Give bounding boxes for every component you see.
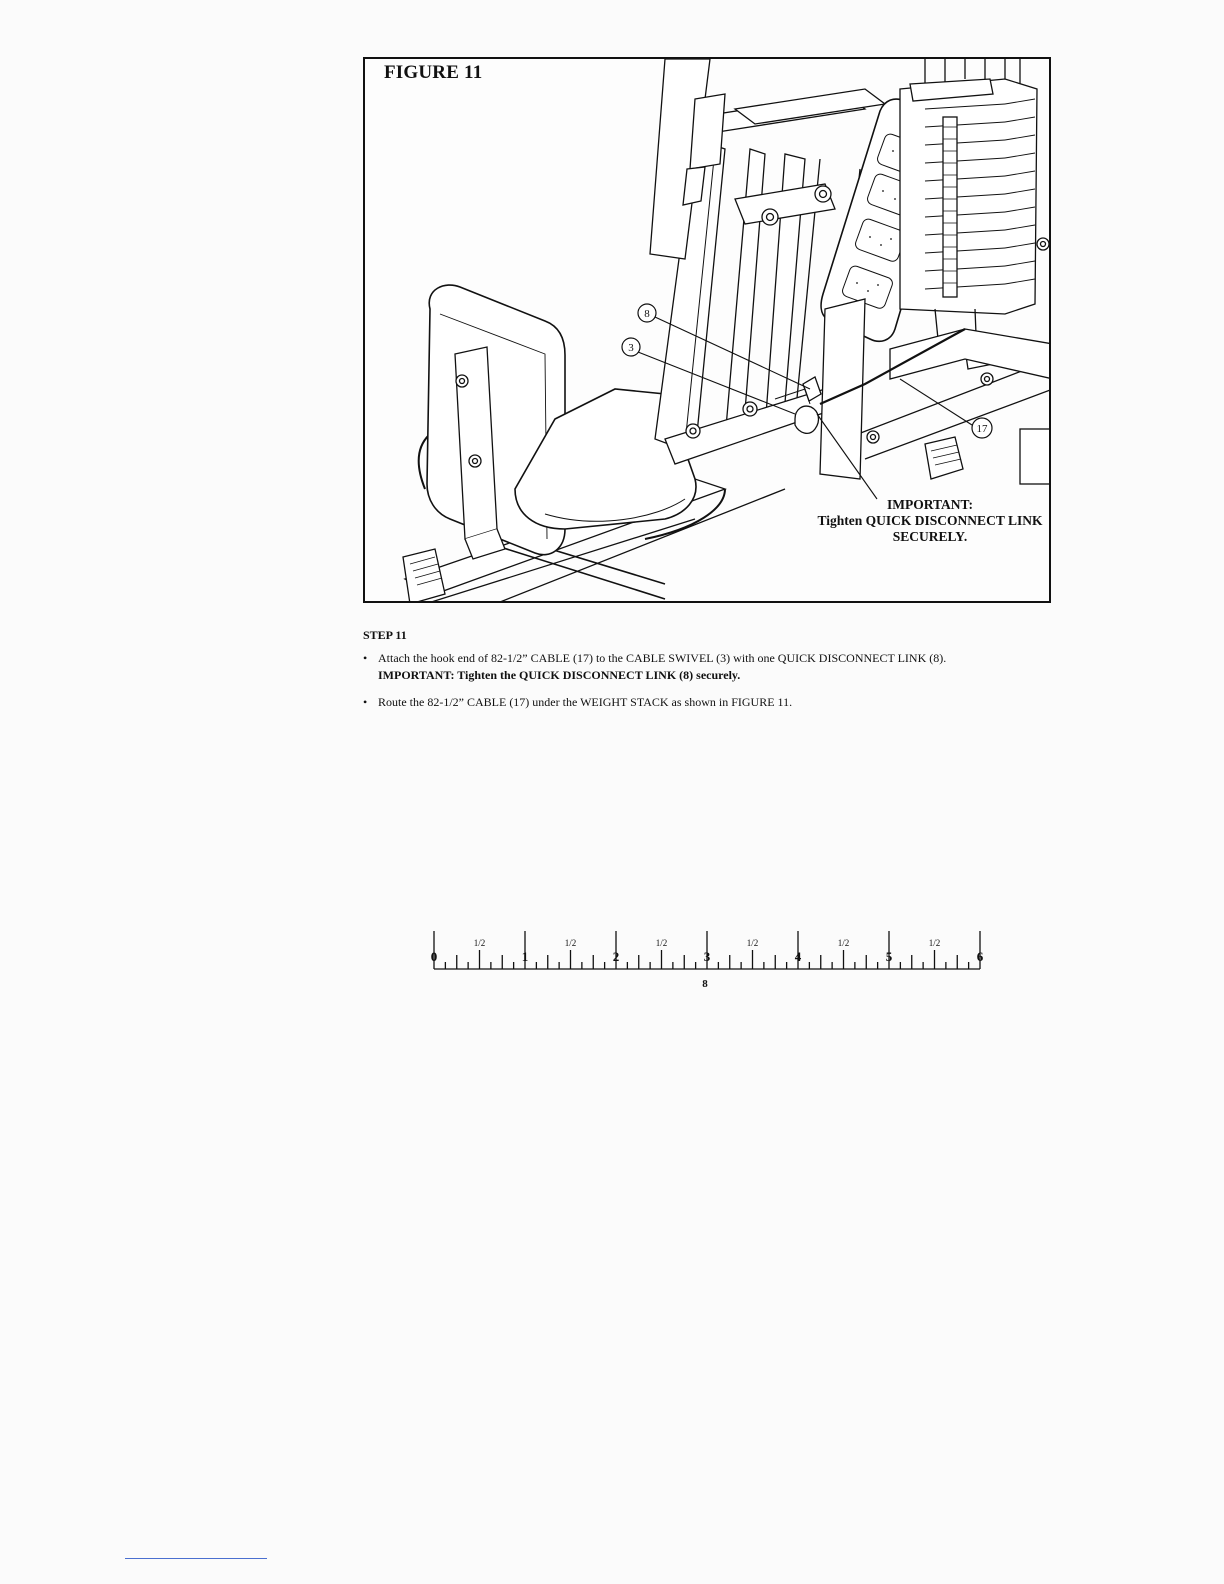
bullet-text: Attach the hook end of 82-1/2” CABLE (17) to the CABLE SWIVEL (3) with one QUICK DISCONNECT LINK (8). bbox=[378, 651, 947, 665]
ruler-number: 2 bbox=[612, 949, 620, 964]
step-bullet-1 bbox=[363, 650, 1023, 684]
ruler-number: 5 bbox=[885, 949, 893, 964]
inch-ruler bbox=[430, 928, 990, 976]
note-line-1: Tighten QUICK DISCONNECT LINK bbox=[817, 513, 1043, 528]
figure-11 bbox=[363, 57, 1051, 603]
bullet-dot: • bbox=[363, 695, 368, 709]
callout-17-label: 17 bbox=[976, 423, 988, 435]
ruler-number: 0 bbox=[430, 949, 438, 964]
ruler-number: 1 bbox=[521, 949, 529, 964]
ruler-number: 3 bbox=[703, 949, 711, 964]
ruler-half-label: 1/2 bbox=[837, 938, 850, 948]
step-bullet-2 bbox=[363, 694, 1023, 711]
bullet-dot: • bbox=[363, 651, 368, 665]
step-11 bbox=[363, 627, 1023, 721]
ruler-number: 4 bbox=[794, 949, 802, 964]
figure-title: FIGURE 11 bbox=[384, 62, 483, 83]
bullet-important: IMPORTANT: Tighten the QUICK DISCONNECT LINK (8) securely. bbox=[378, 668, 741, 682]
step-heading: STEP 11 bbox=[363, 628, 407, 642]
footer-line bbox=[125, 1558, 267, 1559]
ruler-number: 6 bbox=[976, 949, 984, 964]
page-number: 8 bbox=[702, 978, 708, 990]
ruler-half-label: 1/2 bbox=[746, 938, 759, 948]
ruler-half-label: 1/2 bbox=[928, 938, 941, 948]
important-note bbox=[805, 497, 1051, 545]
ruler-half-label: 1/2 bbox=[564, 938, 577, 948]
callout-3-label: 3 bbox=[628, 342, 634, 354]
ruler-half-label: 1/2 bbox=[655, 938, 668, 948]
bullet-text: Route the 82-1/2” CABLE (17) under the WEIGHT STACK as shown in FIGURE 11. bbox=[378, 695, 793, 709]
ruler-half-label: 1/2 bbox=[473, 938, 486, 948]
note-line-2: SECURELY. bbox=[892, 529, 968, 544]
note-heading: IMPORTANT: bbox=[886, 497, 974, 512]
callout-8-label: 8 bbox=[644, 308, 650, 320]
